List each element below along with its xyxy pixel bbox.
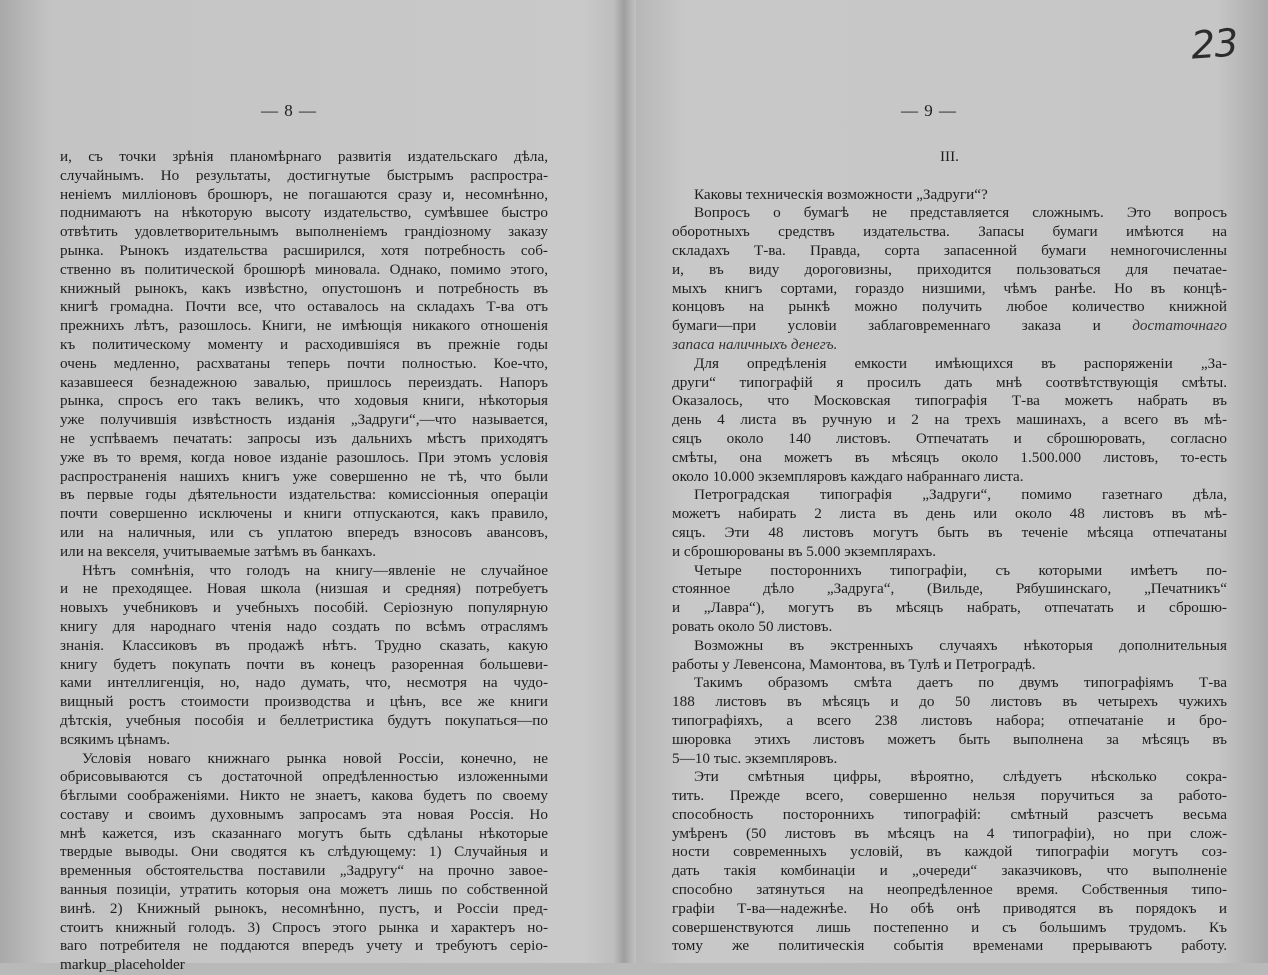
text-line: очень медленно, расхватаны теперь почти полностью. Кое-что, — [60, 354, 548, 372]
text-line: смѣты, она можетъ въ мѣсяцъ около 1.500.000 листовъ, то-есть — [672, 448, 1227, 466]
text-line: или на наличныя, или съ уплатою впередъ взносовъ авансовъ, — [60, 523, 548, 541]
text-line: тить. Прежде всего, совершенно нельзя поручиться за работо- — [672, 787, 1227, 805]
text-line: Возможны въ экстренныхъ случаяхъ нѣкоторыя дополнительныя — [694, 636, 1227, 654]
spacer-line — [672, 167, 1227, 186]
text-fragment: бумаги—при условіи заблаговременнаго заказа и — [672, 317, 1101, 335]
text-line: Оказалось, что Московская типографія Т-ва можетъ набрать въ — [672, 392, 1227, 410]
text-line: сяцъ. Эти 48 листовъ могутъ быть въ теченіе мѣсяца отпечатаны — [672, 523, 1227, 541]
page-number-8: — 8 — — [261, 101, 317, 120]
text-line: ванныя позиціи, утратить которыя она можетъ лишь по собственной — [60, 881, 548, 899]
text-line: ровать около 50 листовъ. — [672, 617, 833, 635]
text-line-with-insert — [672, 317, 1227, 336]
handwritten-line: запаса наличныхъ денегъ. — [672, 335, 838, 353]
text-line: совершенствуются лишь постепенно и съ большимъ трудомъ. Къ — [672, 918, 1227, 936]
text-line: способность постороннихъ типографій: смѣтный разсчетъ весьма — [672, 805, 1227, 823]
text-line: и сброшюрованы въ 5.000 экземплярахъ. — [672, 542, 936, 560]
text-line: книгу для народнаго чтенія надо создать по всѣмъ отраслямъ — [60, 617, 548, 635]
text-line: ственно въ политической брошюрѣ миновала. Однако, помимо этого, — [60, 260, 548, 278]
page-number-9: — 9 — — [901, 101, 957, 120]
text-line: обрисовываются съ достаточной опредѣленностью изложенными — [60, 768, 548, 786]
text-line: 5—10 тыс. экземпляровъ. — [672, 749, 838, 767]
text-line: знанія. Классиковъ въ продажѣ нѣтъ. Трудно сказать, какую — [60, 636, 548, 654]
right-page — [636, 0, 1268, 963]
text-line: markup_placeholder — [60, 956, 185, 974]
text-line: уже получившія извѣстность изданія „Задруги“,—что называется, — [60, 411, 548, 429]
text-line: типографіяхъ, а всего 238 листовъ набора; отпечатаніе и бро- — [672, 711, 1227, 729]
text-line: Такимъ образомъ смѣта даетъ по двумъ типографіямъ Т-ва — [694, 674, 1227, 692]
text-line: и не преходящее. Новая школа (низшая и средняя) потребуетъ — [60, 580, 548, 598]
text-line: Эти смѣтныя цифры, вѣроятно, слѣдуетъ нѣсколько сокра- — [694, 768, 1227, 786]
text-line: прежнихъ лѣтъ, разошлось. Книги, не имѣющія никакого отношенія — [60, 317, 548, 335]
text-line: оборотныхъ средствъ издательства. Запасы бумаги имѣются на — [672, 223, 1227, 241]
text-line: способно затянуться на неопредѣленное время. Собственныя типо- — [672, 881, 1227, 899]
left-page-body — [60, 148, 548, 975]
text-line: концовъ на рынкѣ можно получить любое количество книжной — [672, 298, 1227, 316]
text-line: Нѣтъ сомнѣнія, что голодъ на книгу—явленіе не случайное — [82, 561, 548, 579]
text-line: 188 листовъ въ мѣсяцъ и до 50 листовъ въ четырехъ чужихъ — [672, 693, 1227, 711]
text-line: книгу будетъ покупать почти въ конецъ разоренная большеви- — [60, 655, 548, 673]
text-line: Петроградская типографія „Задруги“, помимо газетнаго дѣла, — [694, 486, 1227, 504]
text-line: Условія новаго книжнаго рынка новой Россіи, конечно, не — [82, 749, 548, 767]
left-page — [0, 0, 612, 974]
text-line: уже въ то время, когда новое изданіе разошлось. При этомъ условія — [60, 448, 548, 466]
text-line: новыхъ учебниковъ и учебныхъ пособій. Серіозную популярную — [60, 599, 548, 617]
book-gutter — [612, 0, 636, 963]
text-line: умѣренъ (50 листовъ въ мѣсяцъ на 4 типографіи), но при слож- — [672, 824, 1227, 842]
text-line: или на векселя, учитываемые затѣмъ въ банкахъ. — [60, 542, 377, 560]
text-line: распространенія нашихъ книгъ уже совершенно не тѣ, что были — [60, 467, 548, 485]
text-line: составу и своимъ духовнымъ запросамъ эта новая Россія. Но — [60, 805, 548, 823]
text-line: ваго потребителя не поддаются впередъ учету и требуютъ серіо- — [60, 937, 548, 955]
text-line: бѣглыми соображеніями. Никто не знаетъ, какова будетъ по своему — [60, 787, 548, 805]
text-line: Для опредѣленія емкости имѣющихся въ распоряженіи „За- — [694, 354, 1227, 372]
text-line: почти совершенно исключены и книги отпускаются, какъ правило, — [60, 505, 548, 523]
text-line: поднимаютъ на нѣкоторую высоту издательство, сумѣвшее быстро — [60, 204, 548, 222]
text-line: временныя обстоятельства поставили „Задругу“ на прочно завое- — [60, 862, 548, 880]
text-line: тому же политическія событія временами прерываютъ работу. — [672, 937, 1227, 955]
text-line: ности современныхъ условій, въ каждой типографіи могутъ соз- — [672, 843, 1227, 861]
text-line: отвѣтить удовлетворительнымъ выполненіемъ грандіозному заказу — [60, 223, 548, 241]
text-line: стоянное дѣло „Задруга“, (Вильде, Рябушинскаго, „Печатникъ“ — [672, 580, 1227, 598]
text-line: твердые выводы. Они сводятся къ слѣдующему: 1) Случайныя и — [60, 843, 548, 861]
text-line: и, въ виду дороговизны, приходится пользоваться для печатае- — [672, 260, 1227, 278]
text-line: и, съ точки зрѣнія планомѣрнаго развитія издательскаго дѣла, — [60, 148, 548, 165]
text-line: книжный рынокъ, какъ извѣстно, опустошонъ и потребность въ — [60, 279, 548, 297]
text-line: дѣтскія, учебныя пособія и беллетристика будутъ покупаться—по — [60, 711, 548, 729]
text-line: други“ типографій я просилъ дать мнѣ соотвѣтствующія смѣты. — [672, 373, 1227, 391]
text-line: ками интеллигенція, но, надо думать, что, несмотря на чудо- — [60, 674, 548, 692]
text-line: графіи Т-ва—надежнѣе. Но обѣ онѣ приводятся въ порядокъ и — [672, 899, 1227, 917]
text-line: Вопросъ о бумагѣ не представляется сложнымъ. Это вопросъ — [694, 204, 1227, 222]
text-line: работы у Левенсона, Мамонтова, въ Тулѣ и Петроградѣ. — [672, 655, 1036, 673]
text-line: мнѣ кажется, изъ сказаннаго могутъ быть сдѣланы нѣкоторые — [60, 824, 548, 842]
text-line: не успѣваемъ печатать: запросы изъ дальнихъ мѣстъ приходятъ — [60, 429, 548, 447]
text-line: шюровка этихъ листовъ можетъ быть выполнена за мѣсяцъ въ — [672, 730, 1227, 748]
text-line: стоитъ книжный голодъ. 3) Спросъ этого рынка и характеръ но- — [60, 918, 548, 936]
text-line: книгѣ громадна. Почти все, что оставалось на складахъ Т-ва отъ — [60, 298, 548, 316]
text-line: мыхъ книгъ сортами, гораздо низшими, чѣмъ ранѣе. Но въ концѣ- — [672, 279, 1227, 297]
section-heading: III. — [940, 148, 959, 165]
text-line: неніемъ милліоновъ брошюръ, не погашаются сразу и, несомнѣнно, — [60, 185, 548, 203]
text-line: Четыре постороннихъ типографіи, съ которыми имѣетъ по- — [694, 561, 1227, 579]
text-line: дать такія комбинаціи и „очереди“ заказчиковъ, что выполненіе — [672, 862, 1227, 880]
text-line: сяцъ около 140 листовъ. Отпечатать и сброшюровать, согласно — [672, 429, 1227, 447]
section-question: Каковы техническія возможности „Задруги“? — [694, 185, 988, 203]
text-line: рынка. Рынокъ издательства расширился, хотя потребность соб- — [60, 241, 548, 259]
handwritten-insert: достаточнаго — [1132, 317, 1228, 335]
text-line: винѣ. 2) Книжный рынокъ, несомнѣнно, пустъ, и Россіи пред- — [60, 899, 548, 917]
right-page-body — [672, 148, 1227, 956]
text-line: складахъ Т-ва. Правда, сорта запасенной бумаги немногочисленны — [672, 241, 1227, 259]
handwritten-folio-mark: 23 — [1189, 20, 1239, 68]
text-line: можетъ набирать 2 листа въ день или около 48 листовъ въ мѣ- — [672, 505, 1227, 523]
text-line: и „Лавра“), могутъ въ мѣсяцъ набрать, отпечатать и сброшю- — [672, 599, 1227, 617]
text-line: день 4 листа въ ручную и 2 на трехъ машинахъ, а всего въ мѣ- — [672, 411, 1227, 429]
text-line: всякимъ цѣнамъ. — [60, 730, 171, 748]
text-line: къ политическому моменту и расходившіяся въ прежніе годы — [60, 335, 548, 353]
text-line: въ первые годы дѣятельности издательства: комиссіонныя операціи — [60, 486, 548, 504]
text-line: около 10.000 экземпляровъ каждаго набраннаго листа. — [672, 467, 1024, 485]
text-line: вищный ростъ стоимости производства и цѣнъ, все же книги — [60, 693, 548, 711]
text-line: случайнымъ. Но результаты, достигнутые быстрымъ распростра- — [60, 166, 548, 184]
text-line: казавшееся безнадежною завалью, пришлось переиздать. Напоръ — [60, 373, 548, 391]
text-line: рынка, спросъ его такъ великъ, что ходовыя книги, нѣкоторыя — [60, 392, 548, 410]
